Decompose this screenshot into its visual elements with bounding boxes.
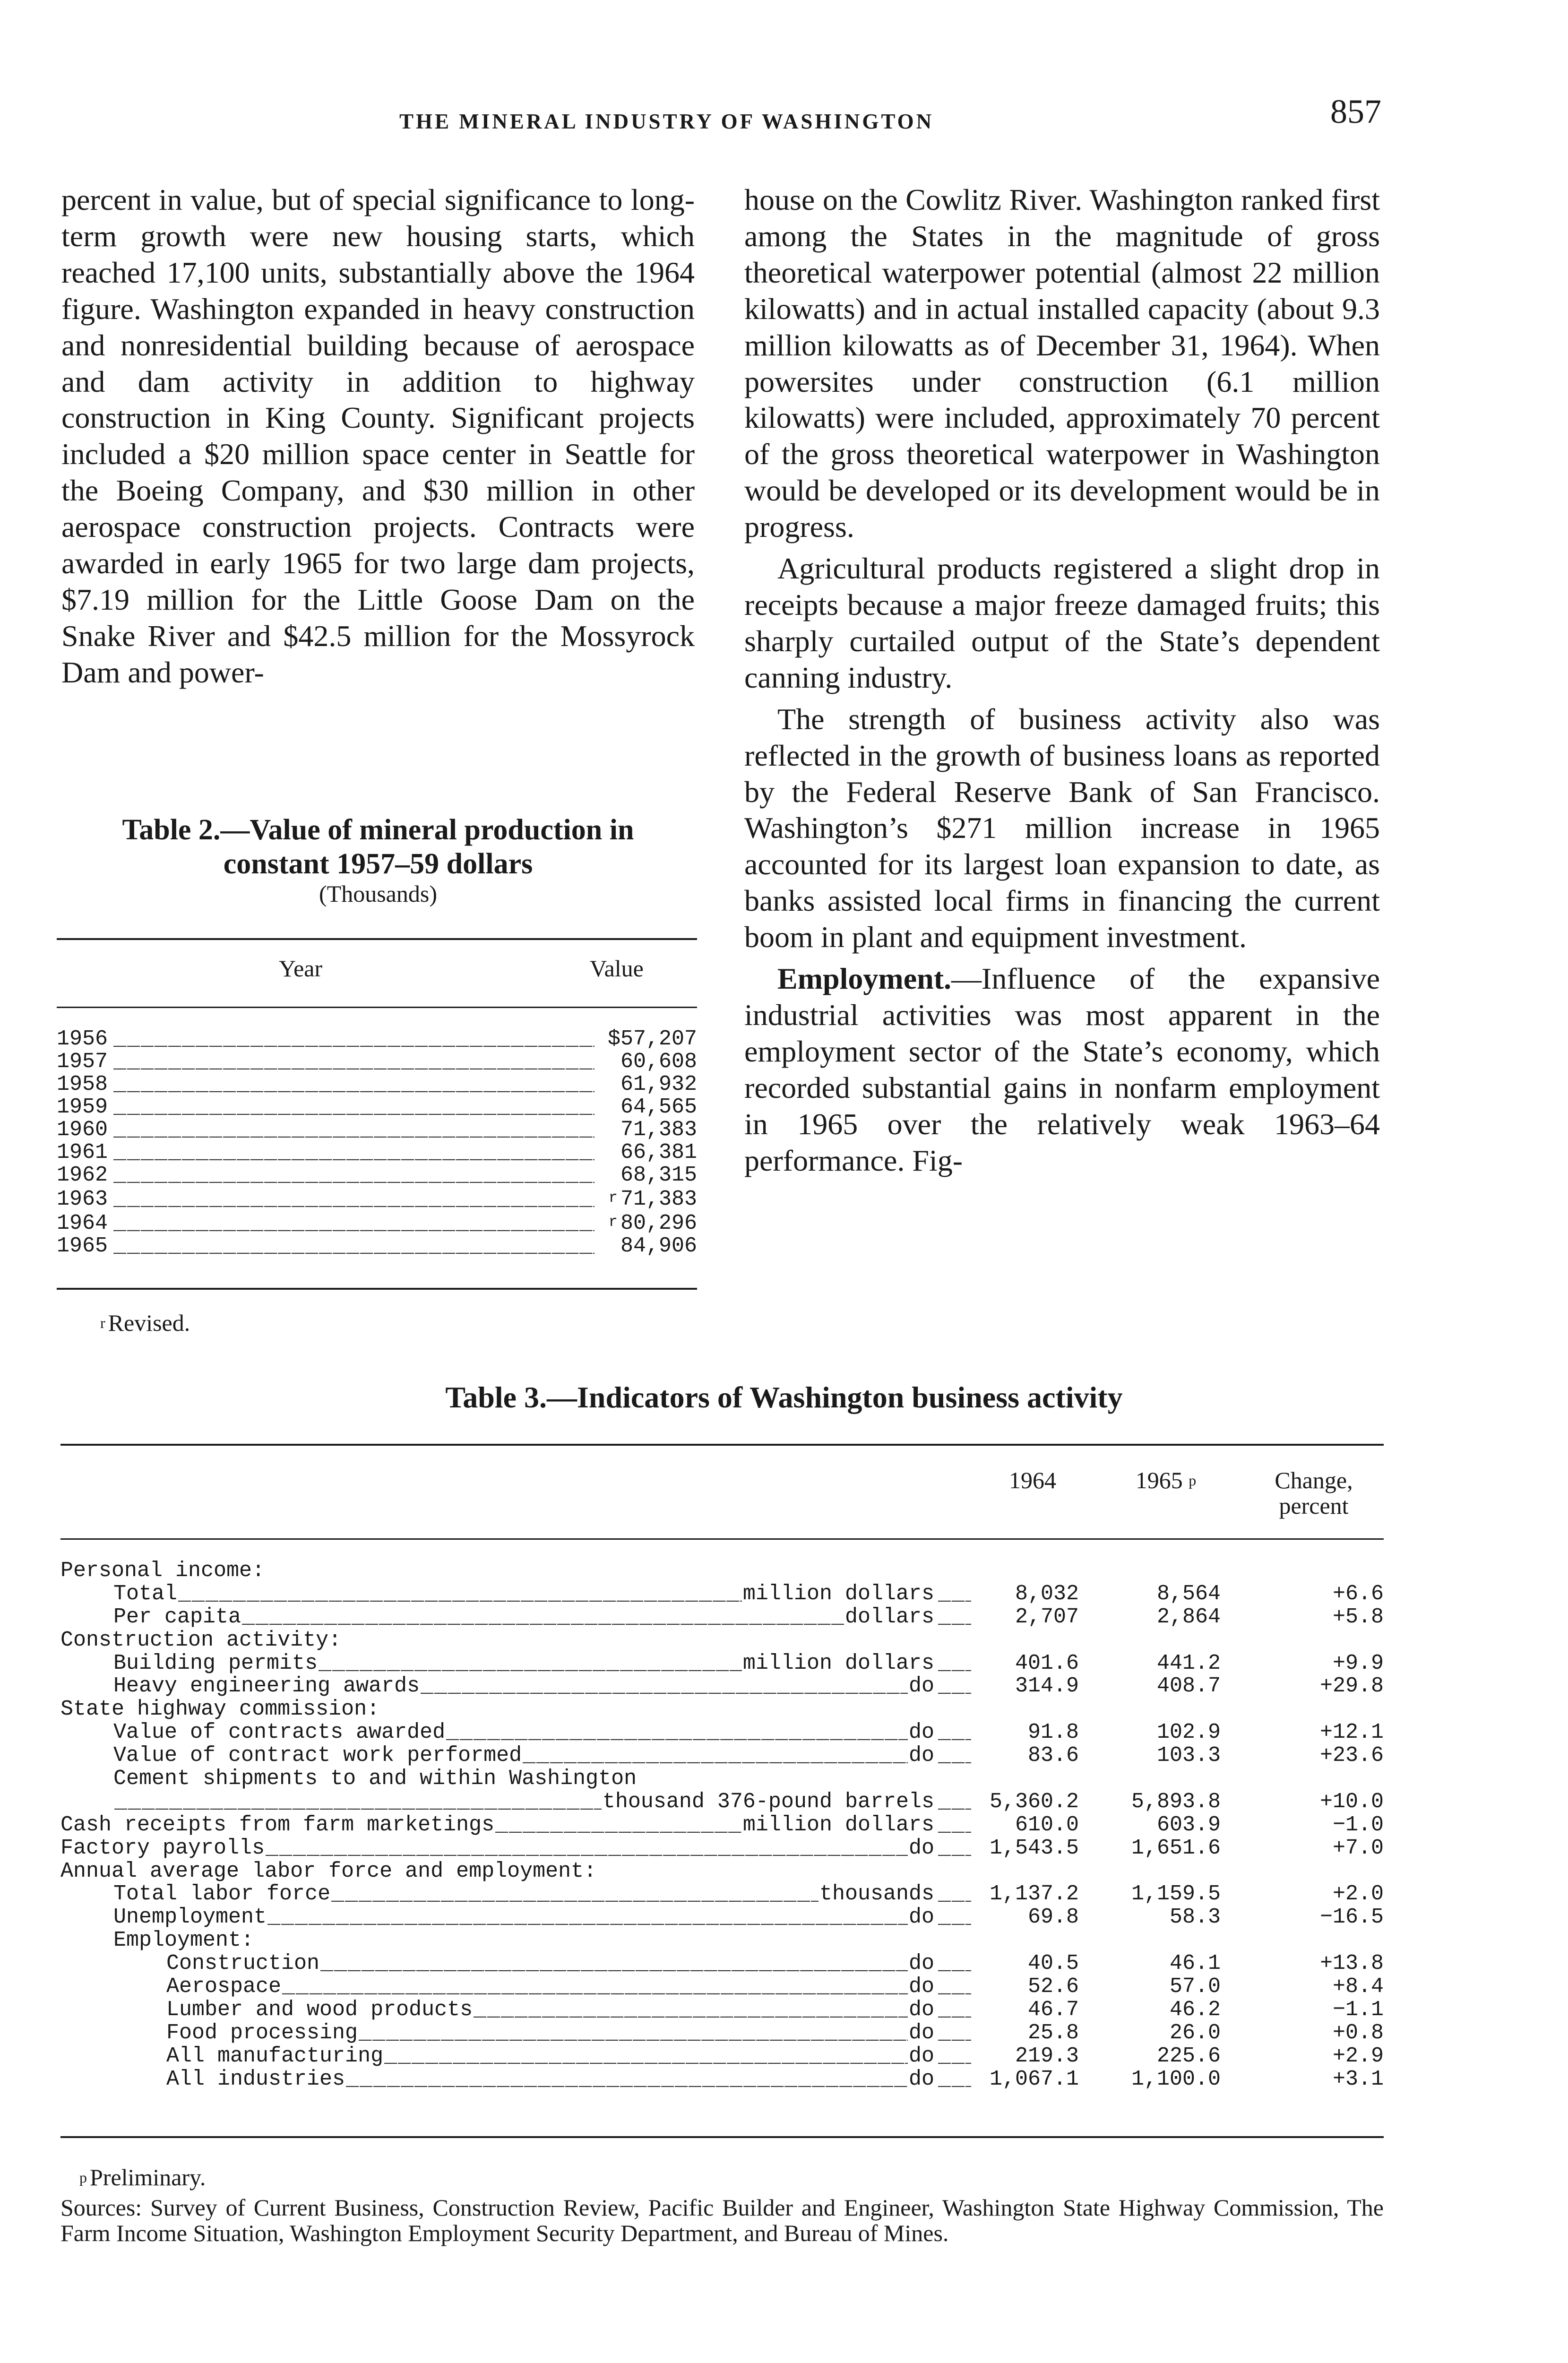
table3-row <box>60 1721 1384 1744</box>
table3-label: Value of contracts awarded <box>113 1720 446 1745</box>
leader-dots <box>384 2045 908 2068</box>
table3-row <box>60 2022 1384 2045</box>
table2-value: 66,381 <box>620 1140 697 1164</box>
leader-dots <box>113 1073 594 1096</box>
leader-dots <box>938 1975 971 1999</box>
leader-dots <box>113 1188 594 1211</box>
leader-dots <box>113 1164 594 1187</box>
table3-unit: dollars <box>844 1604 934 1629</box>
leader-dots <box>113 1235 594 1258</box>
table3-v1965: 103.3 <box>1156 1743 1221 1768</box>
table2-row <box>57 1235 697 1258</box>
table2-year: 1962 <box>57 1163 108 1187</box>
table3-label: Annual average labor force and employment: <box>60 1859 597 1883</box>
table3-unit: do <box>908 2020 934 2045</box>
table3-change: −1.1 <box>1332 1997 1384 2022</box>
leader-dots <box>446 1721 908 1744</box>
table3-unit: do <box>908 1951 934 1976</box>
leader-dots <box>113 1212 594 1235</box>
table3-v1965: 1,159.5 <box>1131 1882 1221 1906</box>
table3-label: Factory payrolls <box>60 1836 265 1860</box>
leader-dots <box>421 1675 908 1698</box>
right-paragraph-2: Agricultural products registered a slight drop in receipts because a major freeze damaged fruits; this sharply curtailed output of the State’s dependent canning industry. <box>744 552 1380 694</box>
leader-dots <box>938 1883 971 1906</box>
table3-change: +0.8 <box>1332 2020 1384 2045</box>
table3-v1965: 8,564 <box>1156 1581 1221 1606</box>
leader-dots <box>938 1675 971 1698</box>
table2-row <box>57 1141 697 1164</box>
table3-label: Unemployment <box>113 1905 267 1930</box>
table2-value: 68,315 <box>620 1163 697 1187</box>
table3-row <box>60 1675 1384 1698</box>
table3-label: Employment: <box>113 1928 254 1953</box>
table3-label: Aerospace <box>166 1975 282 1999</box>
table2-body <box>57 1028 697 1258</box>
leader-dots <box>331 1883 818 1906</box>
leader-dots <box>359 2022 908 2045</box>
table3-v1965: 225.6 <box>1156 2044 1221 2068</box>
table3-label: Lumber and wood products <box>166 1997 473 2022</box>
table2-bottom-rule <box>57 1288 697 1290</box>
table3-change: +9.9 <box>1332 1651 1384 1675</box>
table3-row <box>60 1629 1384 1652</box>
table3-v1965: 1,651.6 <box>1131 1836 1221 1860</box>
table2-year: 1963 <box>57 1187 108 1211</box>
revised-mark: r <box>608 1213 618 1231</box>
table3-v1965: 46.2 <box>1169 1997 1221 2022</box>
table3-label: Per capita <box>113 1604 241 1629</box>
table2-value: 64,565 <box>620 1095 697 1119</box>
table2-col-value: Value <box>590 955 644 982</box>
table3-body <box>60 1560 1384 2091</box>
leader-dots <box>113 1119 594 1141</box>
table3-col-1965: 1965 p <box>1135 1467 1197 1493</box>
table2-footnote: r Revised. <box>100 1310 190 1336</box>
table2-value: r 71,383 <box>608 1187 697 1211</box>
table2-value: $57,207 <box>607 1027 697 1051</box>
table3-v1964: 2,707 <box>1015 1604 1079 1629</box>
table2-row <box>57 1119 697 1141</box>
table3-v1964: 314.9 <box>1015 1674 1079 1699</box>
table3-row <box>60 1906 1384 1929</box>
table2-value: 60,608 <box>620 1050 697 1074</box>
table2-value: r 80,296 <box>608 1211 697 1235</box>
table3-unit: do <box>908 1836 934 1860</box>
table3-change: +5.8 <box>1332 1604 1384 1629</box>
table3-label: Construction activity: <box>60 1628 342 1652</box>
table2-value: 84,906 <box>620 1234 697 1258</box>
employment-text: —Influence of the expansive industrial activities was most apparent in the employment sector of the State’s economy, which recorded substantial gains in nonfarm employment in 1965 over the relatively weak 1963–64 performance. Fig- <box>744 962 1380 1177</box>
table3-change: +2.9 <box>1332 2044 1384 2068</box>
table3-footnotes: p Preliminary. Sources: Survey of Current Business, Construction Review, Pacific Builder and Engineer, Washington State Highway Commission, The Farm Income Situation, Washington Employment Security Department, and Bureau of Mines. <box>60 2164 1384 2246</box>
table3-v1965: 46.1 <box>1169 1951 1221 1976</box>
table3-row <box>60 1768 1384 1791</box>
table2-row <box>57 1096 697 1119</box>
table2-year: 1964 <box>57 1211 108 1235</box>
table3-label: Food processing <box>166 2020 358 2045</box>
table3-label: Value of contract work performed <box>113 1743 522 1768</box>
leader-dots <box>242 1606 844 1629</box>
leader-dots <box>938 1744 971 1768</box>
leader-dots <box>938 1906 971 1929</box>
table3-change: +29.8 <box>1319 1674 1384 1699</box>
right-paragraph-4 <box>744 961 1380 1179</box>
table3-v1965: 1,100.0 <box>1131 2067 1221 2091</box>
table2-year: 1958 <box>57 1072 108 1096</box>
table3-v1964: 610.0 <box>1015 1812 1079 1837</box>
table2-col-year: Year <box>279 955 323 982</box>
leader-dots <box>938 1999 971 2022</box>
leader-dots <box>320 1952 908 1975</box>
leader-dots <box>938 1583 971 1606</box>
table3-unit: million dollars <box>742 1651 934 1675</box>
table2-year: 1960 <box>57 1118 108 1142</box>
table3-row <box>60 1860 1384 1883</box>
leader-dots <box>282 1975 908 1999</box>
leader-dots <box>474 1999 908 2022</box>
table3-row <box>60 2068 1384 2091</box>
table3-row <box>60 1560 1384 1583</box>
table3-unit: million dollars <box>742 1812 934 1837</box>
leader-dots <box>523 1744 908 1768</box>
leader-dots <box>938 2045 971 2068</box>
table3-v1965: 603.9 <box>1156 1812 1221 1837</box>
table2-row <box>57 1211 697 1235</box>
table3-label: Building permits <box>113 1651 318 1675</box>
table2-row <box>57 1164 697 1187</box>
page-number: 857 <box>1330 93 1381 130</box>
table3-row <box>60 1952 1384 1975</box>
leader-dots <box>938 1721 971 1744</box>
table2-subtitle: (Thousands) <box>319 880 437 907</box>
leader-dots <box>113 1096 594 1119</box>
table3-v1964: 25.8 <box>1027 2020 1079 2045</box>
leader-dots <box>114 1791 602 1814</box>
table3-v1965: 441.2 <box>1156 1651 1221 1675</box>
table2-value: 61,932 <box>620 1072 697 1096</box>
table3-bottom-rule <box>60 2136 1384 2138</box>
table2-row <box>57 1073 697 1096</box>
table3-change: −1.0 <box>1332 1812 1384 1837</box>
table3-v1965: 408.7 <box>1156 1674 1221 1699</box>
table2-year: 1959 <box>57 1095 108 1119</box>
table3-row <box>60 1744 1384 1768</box>
leader-dots <box>938 1791 971 1814</box>
table3-col-1964: 1964 <box>1009 1467 1056 1493</box>
table3-label: Cement shipments to and within Washington <box>113 1767 637 1791</box>
leader-dots <box>113 1051 594 1073</box>
table3-row <box>60 1652 1384 1675</box>
table2-row <box>57 1051 697 1073</box>
table2-value: 71,383 <box>620 1118 697 1142</box>
table3-col-change: Change, percent <box>1275 1467 1353 1519</box>
running-title: THE MINERAL INDUSTRY OF WASHINGTON <box>399 110 934 133</box>
leader-dots <box>938 2068 971 2091</box>
leader-dots <box>938 1652 971 1675</box>
leader-dots <box>938 1606 971 1629</box>
page-header <box>0 92 1568 135</box>
table3-v1965: 26.0 <box>1169 2020 1221 2045</box>
table3-unit: thousand 376-pound barrels <box>602 1789 934 1814</box>
leader-dots <box>938 1952 971 1975</box>
table2-title: Table 2.—Value of mineral production in constant 1957–59 dollars <box>122 814 634 880</box>
employment-heading: Employment. <box>777 962 951 996</box>
table3-v1965: 57.0 <box>1169 1975 1221 1999</box>
leader-dots <box>178 1583 742 1606</box>
table3-label: All industries <box>166 2067 345 2091</box>
table3-v1964: 401.6 <box>1015 1651 1079 1675</box>
leader-dots <box>113 1028 594 1051</box>
table3-label: State highway commission: <box>60 1697 380 1722</box>
table3-row <box>60 1999 1384 2022</box>
table3-row <box>60 1606 1384 1629</box>
right-paragraph-1: house on the Cowlitz River. Washington ranked first among the States in the magnitude of gross theoretical waterpower potential (almost 22 million kilowatts) and in actual installed capacity (about 9.3 million kilowatts as of December 31, 1964). When powersites under construction (6.1 million kilowatts) were included, approximately 70 percent of the gross theoretical waterpower in Washington would be developed or its development would be in progress. <box>744 183 1380 544</box>
table2-row <box>57 1187 697 1211</box>
table3-v1964: 5,360.2 <box>989 1789 1079 1814</box>
leader-dots <box>495 1814 742 1837</box>
table3-row <box>60 1698 1384 1721</box>
right-column <box>744 182 1380 1179</box>
table3-change: +10.0 <box>1319 1789 1384 1814</box>
revised-mark: r <box>608 1189 618 1207</box>
table3-change: +2.0 <box>1332 1882 1384 1906</box>
leader-dots <box>938 1814 971 1837</box>
table3-change: +12.1 <box>1319 1720 1384 1745</box>
table3-label: Total labor force <box>113 1882 331 1906</box>
table3-sources: Sources: Survey of Current Business, Construction Review, Pacific Builder and Engineer, Washington State Highway Commission, The Farm Income Situation, Washington Employment Security Department, and Bureau of Mines. <box>60 2194 1384 2246</box>
table3-unit: do <box>908 1975 934 1999</box>
table3-v1965: 102.9 <box>1156 1720 1221 1745</box>
table2-year: 1956 <box>57 1027 108 1051</box>
table3-change: +7.0 <box>1332 1836 1384 1860</box>
table3-label: Personal income: <box>60 1559 265 1583</box>
table3-v1965: 5,893.8 <box>1131 1789 1221 1814</box>
table2-top-rule <box>57 938 697 940</box>
table3-v1965: 2,864 <box>1156 1604 1221 1629</box>
table3-v1964: 83.6 <box>1027 1743 1079 1768</box>
table3-unit: do <box>908 1905 934 1930</box>
table3-v1964: 1,543.5 <box>989 1836 1079 1860</box>
leader-dots <box>346 2068 908 2091</box>
table3-unit: thousands <box>819 1882 934 1906</box>
table3-title: Table 3.—Indicators of Washington business activity <box>445 1380 1123 1414</box>
table3-row <box>60 1883 1384 1906</box>
table3-v1964: 69.8 <box>1027 1905 1079 1930</box>
table3-v1964: 52.6 <box>1027 1975 1079 1999</box>
table3-unit: do <box>908 1674 934 1699</box>
table2-year: 1957 <box>57 1050 108 1074</box>
table3-top-rule <box>60 1444 1384 1446</box>
table3-unit: do <box>908 1997 934 2022</box>
table3-unit: do <box>908 1720 934 1745</box>
table3-label: Cash receipts from farm marketings <box>60 1812 495 1837</box>
table3-row <box>60 1814 1384 1837</box>
table2-row <box>57 1028 697 1051</box>
leader-dots <box>319 1652 742 1675</box>
leader-dots <box>938 1837 971 1860</box>
table3-change: +8.4 <box>1332 1975 1384 1999</box>
table3-change: +6.6 <box>1332 1581 1384 1606</box>
table3-row <box>60 1975 1384 1999</box>
table3-change: +3.1 <box>1332 2067 1384 2091</box>
table3-label: All manufacturing <box>166 2044 384 2068</box>
table3-unit: do <box>908 2067 934 2091</box>
table3-row <box>60 1583 1384 1606</box>
table3-v1964: 8,032 <box>1015 1581 1079 1606</box>
table3-row <box>60 1791 1384 1814</box>
table3-head-rule <box>60 1538 1384 1540</box>
table3-v1965: 58.3 <box>1169 1905 1221 1930</box>
table3-label: Total <box>113 1581 178 1606</box>
table3-v1964: 1,067.1 <box>989 2067 1079 2091</box>
left-column <box>61 182 695 691</box>
left-paragraph: percent in value, but of special significance to long-term growth were new housing starts, which reached 17,100 units, substantially above the 1964 figure. Washington expanded in heavy construction and nonresidential building because of aerospace and dam activity in addition to highway construction in King County. Significant projects included a $20 million space center in Seattle for the Boeing Company, and $30 million in other aerospace construction projects. Contracts were awarded in early 1965 for two large dam projects, $7.19 million for the Little Goose Dam on the Snake River and $42.5 million for the Mossyrock Dam and power- <box>61 183 695 689</box>
table3-v1964: 40.5 <box>1027 1951 1079 1976</box>
table3-v1964: 219.3 <box>1015 2044 1079 2068</box>
leader-dots <box>938 2022 971 2045</box>
leader-dots <box>267 1906 908 1929</box>
table3-row <box>60 1837 1384 1860</box>
table3-unit: do <box>908 2044 934 2068</box>
table3-v1964: 46.7 <box>1027 1997 1079 2022</box>
table3-label: Heavy engineering awards <box>113 1674 420 1699</box>
table3-v1964: 1,137.2 <box>989 1882 1079 1906</box>
table3-row <box>60 2045 1384 2068</box>
leader-dots <box>266 1837 908 1860</box>
table3-row <box>60 1929 1384 1952</box>
right-paragraph-3: The strength of business activity also was reflected in the growth of business loans as reported by the Federal Reserve Bank of San Francisco. Washington’s $271 million increase in 1965 accounted for its largest loan expansion to date, as banks assisted local firms in financing the current boom in plant and equipment investment. <box>744 702 1380 954</box>
table3-v1964: 91.8 <box>1027 1720 1079 1745</box>
table3-change: +23.6 <box>1319 1743 1384 1768</box>
leader-dots <box>113 1141 594 1164</box>
table2-head-rule <box>57 1007 697 1008</box>
table2-year: 1961 <box>57 1140 108 1164</box>
table3-change: +13.8 <box>1319 1951 1384 1976</box>
table3-unit: million dollars <box>742 1581 934 1606</box>
table3-change: −16.5 <box>1319 1905 1384 1930</box>
table3-unit: do <box>908 1743 934 1768</box>
table2-year: 1965 <box>57 1234 108 1258</box>
table3-label: Construction <box>166 1951 320 1976</box>
